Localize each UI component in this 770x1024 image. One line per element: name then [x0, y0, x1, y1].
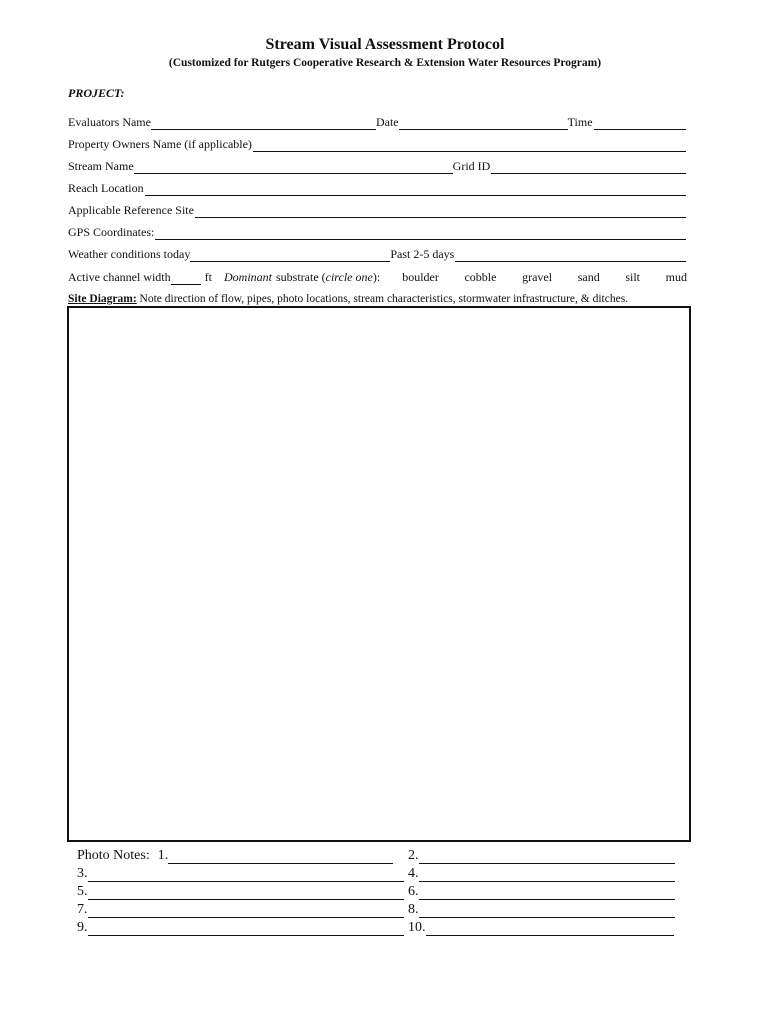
gps-row [68, 224, 687, 240]
site-diagram-label: Site Diagram: [68, 293, 137, 305]
past-days-label: Past 2-5 days [390, 247, 455, 261]
dominant-word: Dominant [223, 270, 272, 284]
reference-site-row [68, 202, 687, 218]
weather-today-field[interactable] [190, 250, 390, 262]
reach-location-field[interactable] [145, 184, 686, 196]
site-diagram-note: Note direction of flow, pipes, photo locations, stream characteristics, stormwater infrastructure, & ditches. [139, 293, 629, 305]
photo-notes-row-2 [408, 846, 675, 864]
substrate-option-silt[interactable]: silt [625, 270, 640, 284]
photo-note-field-1[interactable] [168, 850, 393, 864]
substrate-option-boulder[interactable]: boulder [402, 270, 439, 284]
reach-location-row [68, 180, 687, 196]
photo-note-number: 10. [408, 920, 426, 935]
evaluators-row [68, 114, 687, 130]
reach-location-label: Reach Location [68, 181, 144, 195]
photo-note-field-4[interactable] [419, 868, 675, 882]
time-label: Time [567, 115, 593, 129]
photo-notes-row-6 [408, 882, 675, 900]
photo-note-field-10[interactable] [426, 922, 674, 936]
stream-name-field[interactable] [134, 162, 453, 174]
past-days-field[interactable] [455, 250, 686, 262]
photo-note-number: 8. [408, 902, 419, 917]
substrate-option-cobble[interactable]: cobble [464, 270, 497, 284]
grid-id-label: Grid ID [452, 159, 491, 173]
substrate-option-gravel[interactable]: gravel [522, 270, 553, 284]
photo-note-field-6[interactable] [419, 886, 675, 900]
stream-name-label: Stream Name [68, 159, 134, 173]
photo-notes-row-1 [77, 846, 393, 864]
substrate-word: substrate ( [275, 270, 326, 284]
photo-note-field-8[interactable] [419, 904, 675, 918]
weather-row [68, 246, 687, 262]
photo-note-field-3[interactable] [88, 868, 404, 882]
photo-notes-row-3 [77, 864, 404, 882]
photo-notes-row-7 [77, 900, 404, 918]
photo-note-field-7[interactable] [88, 904, 404, 918]
form-subtitle: (Customized for Rutgers Cooperative Research & Extension Water Resources Program) [168, 57, 602, 69]
photo-note-number: 9. [77, 920, 88, 935]
photo-notes-label: Photo Notes: [77, 848, 150, 863]
property-owners-row [68, 136, 687, 152]
site-diagram-caption [68, 293, 628, 305]
photo-notes-row-10 [408, 918, 674, 936]
date-field[interactable] [399, 118, 568, 130]
photo-notes-row-9 [77, 918, 404, 936]
grid-id-field[interactable] [491, 162, 686, 174]
property-owners-field[interactable] [253, 140, 686, 152]
substrate-option-mud[interactable]: mud [665, 270, 687, 284]
evaluators-field[interactable] [151, 118, 376, 130]
channel-width-field[interactable] [171, 273, 201, 285]
photo-notes-row-4 [408, 864, 675, 882]
photo-note-number: 2. [408, 848, 419, 863]
photo-note-field-9[interactable] [88, 922, 404, 936]
photo-note-field-5[interactable] [88, 886, 404, 900]
circle-one-word: circle one [325, 270, 373, 284]
photo-note-number: 5. [77, 884, 88, 899]
weather-today-label: Weather conditions today [68, 247, 191, 261]
reference-site-label: Applicable Reference Site [68, 203, 194, 217]
site-diagram-box[interactable] [67, 306, 691, 842]
photo-note-number: 6. [408, 884, 419, 899]
photo-notes-row-8 [408, 900, 675, 918]
substrate-close: ): [372, 270, 381, 284]
property-owners-label: Property Owners Name (if applicable) [68, 137, 252, 151]
photo-note-number: 4. [408, 866, 419, 881]
reference-site-field[interactable] [195, 206, 686, 218]
substrate-option-sand[interactable]: sand [577, 270, 600, 284]
photo-note-number: 1. [157, 848, 169, 863]
substrate-row [68, 270, 687, 285]
channel-width-label: Active channel width [68, 270, 171, 284]
photo-note-field-2[interactable] [419, 850, 675, 864]
gps-field[interactable] [155, 228, 686, 240]
substrate-options [380, 270, 687, 285]
photo-note-number: 7. [77, 902, 88, 917]
channel-width-unit: ft [204, 270, 212, 284]
photo-notes-row-5 [77, 882, 404, 900]
gps-label: GPS Coordinates: [68, 225, 155, 239]
project-label: PROJECT: [68, 86, 125, 100]
form-title: Stream Visual Assessment Protocol [265, 36, 505, 53]
evaluators-label: Evaluators Name [68, 115, 151, 129]
stream-name-row [68, 158, 687, 174]
time-field[interactable] [594, 118, 686, 130]
date-label: Date [375, 115, 399, 129]
photo-note-number: 3. [77, 866, 88, 881]
